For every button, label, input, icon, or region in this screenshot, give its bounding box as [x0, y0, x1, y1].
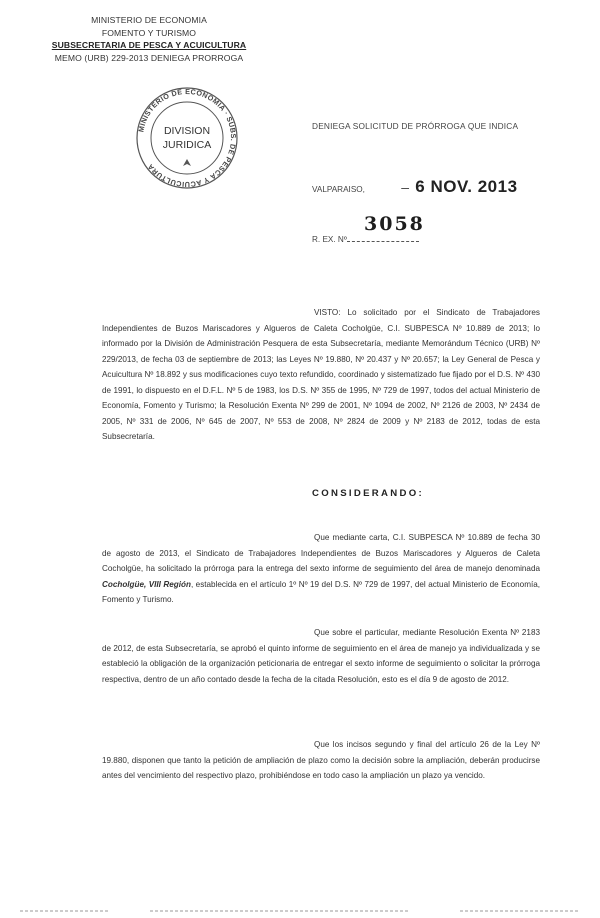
ministry-header: [44, 14, 254, 64]
header-ministry: MINISTERIO DE ECONOMIA: [91, 15, 207, 25]
header-memo-ref: MEMO (URB) 229-2013 DENIEGA PRORROGA: [54, 52, 244, 63]
stamp-center-line1: DIVISION: [163, 125, 211, 137]
date-dash: –: [401, 179, 410, 195]
p1-text-a: Que mediante carta, C.I. SUBPESCA Nº 10.889 de fecha 30 de agosto de 2013, el Sindicato de Trabajadores Independientes de Buzos Mariscadores y Algueros de Caleta Cocholgüe, ha solicitado la prórroga para la entrega del sexto informe de seguimiento del área de manejo denominada: [102, 533, 540, 573]
rex-label: R. EX. Nº: [312, 235, 347, 244]
page-footer-scan-marks: [0, 905, 600, 918]
p1-area-name: Cocholgüe, VIII Región: [102, 579, 191, 589]
header-subsecretaria: SUBSECRETARIA DE PESCA Y ACUICULTURA: [51, 40, 247, 50]
rex-number: 3058: [364, 213, 425, 235]
visto-paragraph: VISTO: Lo solicitado por el Sindicato de Trabajadores Independientes de Buzos Mariscadores y Algueros de Caleta Cocholgüe, C.I. SUBPESCA Nº 10.889 de 2013; lo informado por la División de Administración Pesquera de esta Subsecretaría, mediante Memorándum Técnico (URB) Nº 229/2013, de fecha 03 de septiembre de 2013; las Leyes Nº 19.880, Nº 20.437 y Nº 20.657; la Ley General de Pesca y Acuicultura Nº 18.892 y sus modificaciones cuyo texto refundido, coordinado y sistematizado fue fijado por el D.S. Nº 430 de 1991, lo dispuesto en el D.F.L. Nº 5 de 1983, los D.S. Nº 355 de 1995, Nº 729 de 1997, todos del actual Ministerio de Economía, Fomento y Turismo; la Resolución Exenta Nº 299 de 2001, Nº 1094 de 2002, Nº 2126 de 2003, Nº 2434 de 2005, Nº 331 de 2006, Nº 645 de 2007, Nº 553 de 2008, Nº 2824 de 2009 y Nº 2183 de 2012, todas de esta Subsecretaría.: [102, 308, 540, 441]
considerando-paragraph-1: [102, 530, 540, 608]
date-value: 6 NOV. 2013: [415, 177, 518, 196]
considerando-paragraph-2: Que sobre el particular, mediante Resolución Exenta Nº 2183 de 2012, de esta Subsecretaría, se aprobó el quinto informe de seguimiento en el área de manejo ya individualizada y se estableció la obligación de la organización peticionaria de entregar el sexto informe de seguimiento o solicitar la prórroga respectiva, dentro de un año contado desde la fecha de la citada Resolución, esto es el día 9 de agosto de 2012.: [102, 628, 540, 684]
document-subject: DENIEGA SOLICITUD DE PRÓRROGA QUE INDICA: [312, 121, 519, 131]
stamp-ring-text: MINISTERIO DE ECONOMIA · SUBS. DE PESCA Y ACUICULTURA: [136, 86, 239, 190]
stamp-center-line2: JURIDICA: [162, 139, 212, 151]
considerando-heading: CONSIDERANDO:: [312, 488, 424, 499]
rex-underline: [347, 241, 419, 242]
p1-text-b: , establecida en el artículo 1º Nº 19 del D.S. Nº 729 de 1997, del actual Ministerio de Economía, Fomento y Turismo.: [102, 579, 540, 604]
division-juridica-stamp-icon: [128, 86, 246, 190]
considerando-paragraph-3: Que los incisos segundo y final del artículo 26 de la Ley Nº 19.880, disponen que tanto la petición de ampliación de plazo como la decisión sobre la ampliación, deberán producirse antes del vencimiento del respectivo plazo, prohibiéndose en todo caso la ampliación un plazo ya vencido.: [102, 740, 540, 780]
header-fomento: FOMENTO Y TURISMO: [101, 27, 197, 38]
date-place: VALPARAISO,: [312, 185, 365, 194]
date-line: [312, 177, 518, 197]
resolution-number: [312, 213, 425, 244]
